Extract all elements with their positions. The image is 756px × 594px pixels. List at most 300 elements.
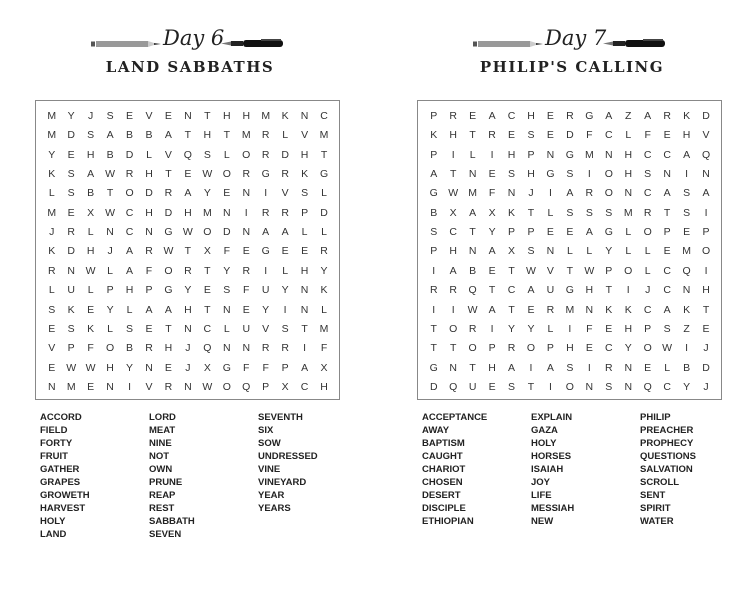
grid-letter: R xyxy=(125,168,134,181)
word-item: GAZA xyxy=(531,425,558,436)
grid-letter: N xyxy=(624,187,633,200)
grid-letter: Y xyxy=(683,380,691,393)
grid-letter: W xyxy=(202,168,213,181)
grid-letter: H xyxy=(86,245,95,258)
grid-letter: L xyxy=(282,129,289,142)
grid-letter: E xyxy=(164,110,172,122)
grid-letter: A xyxy=(184,187,192,200)
grid-letter: N xyxy=(605,148,613,161)
grid-letter: X xyxy=(320,361,328,374)
grid-letter: E xyxy=(242,303,250,316)
grid-letter: S xyxy=(683,187,691,200)
grid-letter: R xyxy=(67,226,75,239)
grid-letter: R xyxy=(507,342,516,355)
grid-letter: W xyxy=(662,342,673,355)
grid-letter: R xyxy=(242,168,251,181)
grid-letter: G xyxy=(429,187,438,200)
grid-letter: I xyxy=(264,187,268,200)
grid-letter: W xyxy=(182,226,193,239)
grid-letter: N xyxy=(242,226,251,239)
grid-letter: Q xyxy=(643,380,652,393)
grid-letter: O xyxy=(701,245,711,258)
grid-letter: L xyxy=(321,226,327,239)
grid-letter: B xyxy=(683,361,691,374)
grid-letter: C xyxy=(663,380,671,393)
grid-letter: P xyxy=(488,342,496,355)
grid-letter: B xyxy=(126,129,134,142)
pencil-icon xyxy=(473,41,543,47)
word-item: PHILIP xyxy=(640,412,671,423)
grid-letter: O xyxy=(449,322,458,335)
grid-letter: H xyxy=(566,342,574,355)
grid-letter: T xyxy=(469,361,476,374)
grid-letter: B xyxy=(106,148,114,161)
word-item: CHARIOT xyxy=(422,464,466,475)
grid-letter: A xyxy=(527,284,535,297)
grid-letter: R xyxy=(145,245,153,258)
grid-letter: H xyxy=(527,110,535,122)
grid-letter: A xyxy=(430,168,438,181)
grid-letter: S xyxy=(663,322,671,335)
grid-letter: R xyxy=(281,342,289,355)
grid-letter: F xyxy=(223,245,230,258)
grid-letter: R xyxy=(164,187,173,200)
grid-letter: S xyxy=(67,187,75,200)
grid-letter: P xyxy=(430,245,438,258)
grid-letter: P xyxy=(67,342,75,355)
grid-letter: H xyxy=(624,322,633,335)
word-item: SEVEN xyxy=(149,529,182,540)
grid-letter: R xyxy=(320,245,328,258)
grid-letter: N xyxy=(507,187,516,200)
word-item: LAND xyxy=(40,529,67,540)
grid-letter: L xyxy=(282,264,289,277)
grid-letter: H xyxy=(125,284,134,297)
word-item: LORD xyxy=(149,412,176,423)
fountain-pen-icon xyxy=(221,39,287,48)
grid-letter: A xyxy=(644,110,652,122)
grid-letter: N xyxy=(184,380,192,393)
grid-letter: L xyxy=(223,322,230,335)
grid-letter: H xyxy=(203,129,212,142)
grid-letter: A xyxy=(164,129,172,142)
grid-letter: R xyxy=(281,168,289,181)
word-item: NEW xyxy=(531,516,554,527)
grid-letter: O xyxy=(222,380,231,393)
grid-letter: R xyxy=(605,361,613,374)
word-item: YEARS xyxy=(258,503,291,514)
grid-letter: E xyxy=(87,380,95,393)
grid-letter: A xyxy=(164,303,172,316)
grid-letter: F xyxy=(488,187,496,200)
grid-letter: O xyxy=(222,168,231,181)
grid-letter: T xyxy=(527,206,535,219)
grid-letter: M xyxy=(584,148,594,161)
grid-letter: P xyxy=(281,361,289,374)
grid-letter: G xyxy=(604,226,613,239)
grid-letter: D xyxy=(223,226,231,239)
grid-letter: E xyxy=(87,303,95,316)
grid-letter: F xyxy=(586,322,593,335)
grid-letter: O xyxy=(164,264,173,277)
grid-letter: H xyxy=(184,303,192,316)
grid-letter: L xyxy=(107,322,114,335)
grid-letter: R xyxy=(184,264,192,277)
grid-letter: D xyxy=(429,380,438,393)
grid-letter: T xyxy=(204,303,211,316)
word-item: AWAY xyxy=(422,425,450,436)
grid-letter: D xyxy=(702,361,710,374)
grid-letter: S xyxy=(605,206,613,219)
grid-letter: S xyxy=(430,226,438,239)
grid-letter: N xyxy=(106,226,114,239)
grid-letter: I xyxy=(626,284,630,297)
grid-letter: O xyxy=(604,168,613,181)
grid-letter: Y xyxy=(262,303,270,316)
word-item: HOLY xyxy=(531,438,557,449)
grid-letter: T xyxy=(430,342,437,355)
grid-letter: O xyxy=(604,187,613,200)
grid-letter: P xyxy=(605,264,613,277)
grid-letter: R xyxy=(546,303,555,316)
grid-letter: D xyxy=(67,129,75,142)
grid-letter: E xyxy=(644,361,652,374)
grid-letter: P xyxy=(145,284,153,297)
grid-letter: N xyxy=(223,303,231,316)
grid-letter: R xyxy=(281,206,289,219)
grid-letter: V xyxy=(48,342,56,355)
word-item: GROWETH xyxy=(40,490,90,501)
grid-letter: V xyxy=(262,322,270,335)
grid-letter: Y xyxy=(624,342,632,355)
grid-letter: H xyxy=(242,110,251,122)
grid-letter: A xyxy=(281,226,289,239)
grid-letter: F xyxy=(243,361,250,374)
grid-letter: L xyxy=(586,245,593,258)
word-item: FORTY xyxy=(40,438,73,449)
word-item: REAP xyxy=(149,490,176,501)
grid-letter: S xyxy=(566,361,574,374)
puzzle-title: PHILIP'S CALLING xyxy=(479,58,665,76)
grid-letter: O xyxy=(565,380,574,393)
grid-letter: C xyxy=(125,226,134,239)
grid-letter: E xyxy=(546,129,554,142)
grid-letter: C xyxy=(507,284,516,297)
word-item: GATHER xyxy=(40,464,80,475)
grid-letter: F xyxy=(320,342,328,355)
grid-letter: N xyxy=(682,284,691,297)
word-item: REST xyxy=(149,503,175,514)
grid-letter: R xyxy=(663,110,671,122)
grid-letter: R xyxy=(261,129,270,142)
grid-letter: C xyxy=(300,380,309,393)
grid-letter: B xyxy=(145,129,153,142)
grid-letter: F xyxy=(145,264,153,277)
grid-letter: A xyxy=(702,187,710,200)
grid-letter: L xyxy=(87,226,94,239)
grid-letter: S xyxy=(87,129,95,142)
grid-letter: W xyxy=(163,245,174,258)
grid-letter: I xyxy=(264,264,268,277)
grid-letter: Q xyxy=(183,148,192,161)
grid-letter: S xyxy=(203,148,211,161)
grid-letter: P xyxy=(508,226,516,239)
grid-letter: C xyxy=(663,284,671,297)
grid-letter: D xyxy=(566,129,574,142)
grid-letter: X xyxy=(203,245,211,258)
grid-letter: M xyxy=(682,245,691,258)
grid-letter: N xyxy=(585,303,594,316)
grid-letter: H xyxy=(624,168,633,181)
grid-letter: C xyxy=(605,129,613,142)
grid-letter: M xyxy=(623,206,633,219)
grid-letter: C xyxy=(449,226,457,239)
grid-letter: T xyxy=(469,226,476,239)
grid-letter: H xyxy=(223,110,231,122)
word-item: NOT xyxy=(149,451,170,462)
grid-letter: X xyxy=(203,361,211,374)
grid-letter: J xyxy=(528,187,534,200)
grid-letter: T xyxy=(449,342,457,355)
word-list-column xyxy=(640,411,696,528)
grid-letter: T xyxy=(527,380,535,393)
grid-letter: Y xyxy=(203,187,211,200)
grid-letter: A xyxy=(469,206,477,219)
grid-letter: K xyxy=(683,110,691,122)
grid-letter: I xyxy=(451,303,455,316)
grid-letter: E xyxy=(585,342,593,355)
grid-letter: R xyxy=(242,264,251,277)
grid-letter: R xyxy=(429,284,438,297)
grid-letter: S xyxy=(683,206,691,219)
grid-letter: N xyxy=(223,342,231,355)
grid-letter: L xyxy=(48,187,55,200)
grid-letter: U xyxy=(546,284,555,297)
grid-letter: H xyxy=(585,284,594,297)
grid-letter: C xyxy=(125,206,134,219)
grid-letter: S xyxy=(126,322,134,335)
grid-letter: B xyxy=(87,187,95,200)
grid-letter: I xyxy=(685,168,689,181)
grid-letter: I xyxy=(432,303,436,316)
grid-letter: A xyxy=(126,264,134,277)
word-search-grid xyxy=(35,100,340,400)
word-item: SCROLL xyxy=(640,477,680,488)
grid-letter: L xyxy=(664,361,671,374)
grid-letter: V xyxy=(164,148,172,161)
grid-letter: S xyxy=(605,380,613,393)
grid-letter: H xyxy=(507,148,516,161)
grid-letter: L xyxy=(48,284,55,297)
grid-letter: G xyxy=(164,226,173,239)
grid-letter: H xyxy=(145,206,153,219)
grid-letter: W xyxy=(467,303,478,316)
grid-letter: S xyxy=(67,168,75,181)
grid-letter: E xyxy=(566,226,574,239)
grid-letter: C xyxy=(643,303,652,316)
word-item: ETHIOPIAN xyxy=(422,516,474,527)
grid-letter: Y xyxy=(106,303,114,316)
grid-letter: J xyxy=(185,342,191,355)
word-list-column xyxy=(40,411,90,541)
grid-letter: I xyxy=(283,303,287,316)
grid-letter: L xyxy=(644,245,651,258)
grid-letter: E xyxy=(281,245,289,258)
grid-letter: K xyxy=(605,303,613,316)
grid-letter: N xyxy=(300,284,309,297)
grid-letter: A xyxy=(106,129,114,142)
grid-letter: N xyxy=(300,303,309,316)
grid-letter: G xyxy=(429,361,438,374)
grid-letter: K xyxy=(67,303,75,316)
grid-letter: W xyxy=(584,264,595,277)
grid-letter: M xyxy=(202,206,212,219)
grid-letter: I xyxy=(548,380,552,393)
word-item: JOY xyxy=(531,477,551,488)
grid-letter: L xyxy=(107,264,114,277)
grid-letter: T xyxy=(605,284,612,297)
grid-letter: E xyxy=(663,129,671,142)
grid-letter: Z xyxy=(625,110,632,122)
word-item: ISAIAH xyxy=(531,464,564,475)
grid-letter: V xyxy=(702,129,710,142)
grid-letter: E xyxy=(223,187,231,200)
grid-letter: Q xyxy=(468,284,477,297)
grid-letter: Y xyxy=(126,361,134,374)
grid-letter: I xyxy=(451,148,455,161)
grid-letter: R xyxy=(468,322,477,335)
word-item: EXPLAIN xyxy=(531,412,573,423)
grid-letter: T xyxy=(165,168,172,181)
grid-letter: H xyxy=(527,168,535,181)
grid-letter: U xyxy=(468,380,477,393)
grid-letter: D xyxy=(145,187,153,200)
grid-letter: P xyxy=(663,226,671,239)
grid-letter: N xyxy=(624,361,633,374)
grid-letter: G xyxy=(565,284,574,297)
grid-letter: G xyxy=(261,168,270,181)
grid-letter: N xyxy=(624,380,633,393)
grid-letter: J xyxy=(703,342,709,355)
grid-letter: N xyxy=(300,110,309,122)
grid-letter: T xyxy=(508,264,515,277)
grid-letter: Q xyxy=(682,264,691,277)
grid-letter: E xyxy=(663,245,671,258)
grid-letter: F xyxy=(87,342,94,355)
grid-letter: T xyxy=(663,206,671,219)
grid-letter: P xyxy=(106,284,114,297)
grid-letter: L xyxy=(321,187,327,200)
grid-letter: E xyxy=(164,361,172,374)
grid-letter: I xyxy=(685,342,689,355)
grid-letter: D xyxy=(67,245,75,258)
word-list-column xyxy=(422,411,487,528)
grid-letter: S xyxy=(281,322,289,335)
grid-letter: Y xyxy=(320,264,328,277)
word-item: LIFE xyxy=(531,490,552,501)
grid-letter: C xyxy=(643,187,652,200)
grid-letter: L xyxy=(87,284,94,297)
grid-letter: P xyxy=(301,206,309,219)
grid-letter: A xyxy=(585,226,593,239)
grid-letter: A xyxy=(301,361,309,374)
grid-letter: S xyxy=(527,245,535,258)
grid-letter: V xyxy=(281,187,289,200)
grid-letter: G xyxy=(222,361,231,374)
grid-letter: Y xyxy=(184,284,192,297)
grid-letter: S xyxy=(508,380,516,393)
grid-letter: E xyxy=(67,148,75,161)
grid-letter: C xyxy=(663,264,671,277)
fountain-pen-icon xyxy=(603,39,669,48)
grid-letter: L xyxy=(625,245,632,258)
grid-letter: R xyxy=(449,110,457,122)
grid-letter: Q xyxy=(701,148,711,161)
grid-letter: T xyxy=(469,129,476,142)
word-item: DISCIPLE xyxy=(422,503,466,514)
grid-letter: L xyxy=(566,245,573,258)
word-item: PREACHER xyxy=(640,425,694,436)
grid-letter: Q xyxy=(449,380,458,393)
grid-letter: T xyxy=(165,322,172,335)
grid-letter: R xyxy=(643,206,652,219)
grid-letter: H xyxy=(682,129,691,142)
grid-letter: A xyxy=(546,361,554,374)
grid-letter: Z xyxy=(683,322,690,335)
grid-letter: S xyxy=(527,129,535,142)
grid-letter: M xyxy=(319,129,329,142)
grid-letter: I xyxy=(490,148,494,161)
grid-letter: I xyxy=(244,206,248,219)
grid-letter: E xyxy=(184,168,192,181)
grid-letter: X xyxy=(508,245,516,258)
grid-letter: N xyxy=(184,322,192,335)
grid-letter: N xyxy=(145,226,153,239)
grid-letter: M xyxy=(468,187,478,200)
grid-letter: S xyxy=(301,187,309,200)
grid-letter: L xyxy=(301,226,308,239)
grid-letter: A xyxy=(566,187,574,200)
grid-letter: R xyxy=(261,342,270,355)
grid-letter: O xyxy=(125,187,134,200)
grid-letter: P xyxy=(546,342,554,355)
grid-letter: M xyxy=(66,380,76,393)
grid-letter: E xyxy=(126,110,134,122)
grid-letter: E xyxy=(48,361,56,374)
grid-letter: H xyxy=(320,380,328,393)
grid-letter: E xyxy=(683,226,691,239)
grid-letter: I xyxy=(587,168,591,181)
grid-letter: T xyxy=(184,245,192,258)
grid-letter: Q xyxy=(242,380,251,393)
grid-letter: N xyxy=(106,380,114,393)
grid-letter: N xyxy=(585,380,594,393)
grid-letter: G xyxy=(546,168,555,181)
grid-letter: E xyxy=(488,168,496,181)
grid-letter: S xyxy=(223,284,231,297)
grid-letter: A xyxy=(126,245,134,258)
grid-letter: P xyxy=(527,226,535,239)
grid-letter: A xyxy=(488,110,496,122)
grid-letter: L xyxy=(223,148,230,161)
grid-letter: R xyxy=(47,264,56,277)
word-item: CHOSEN xyxy=(422,477,463,488)
grid-letter: H xyxy=(86,148,95,161)
grid-letter: Y xyxy=(527,322,535,335)
word-item: VINEYARD xyxy=(258,477,307,488)
grid-letter: Y xyxy=(605,245,613,258)
grid-letter: W xyxy=(105,206,116,219)
